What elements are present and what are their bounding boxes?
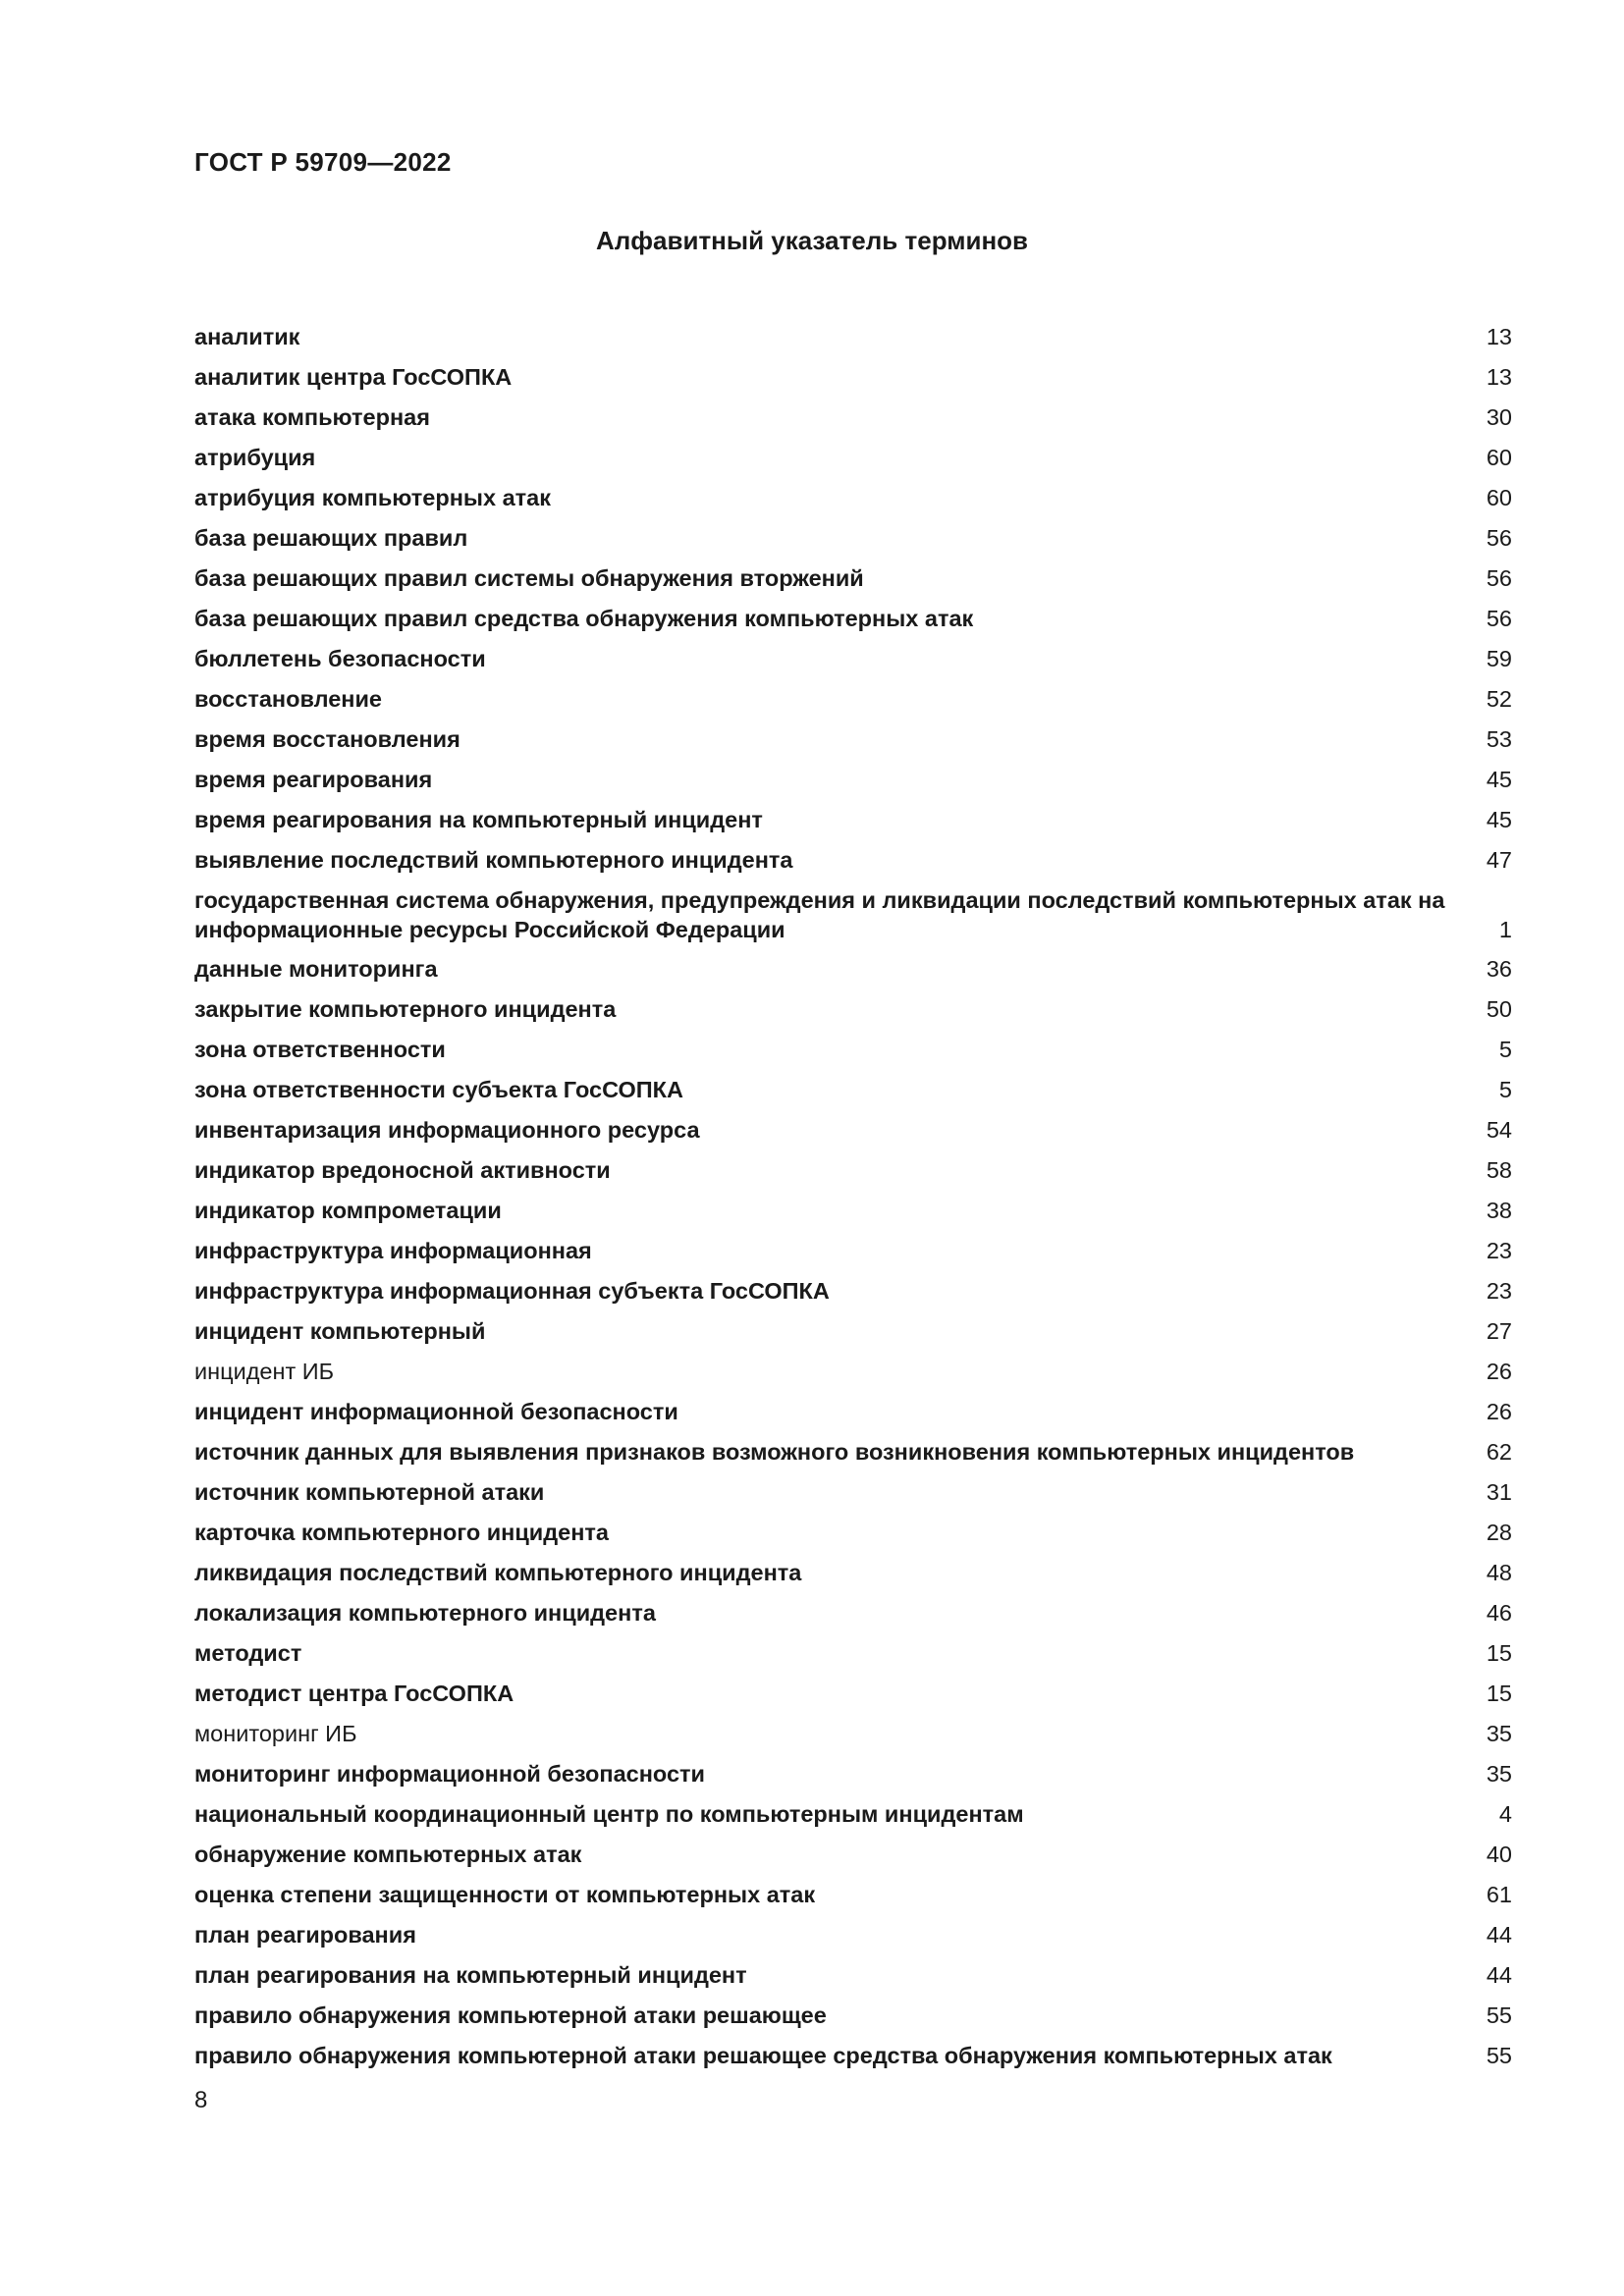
index-term: мониторинг информационной безопасности (194, 1761, 705, 1787)
index-entry (194, 1920, 1512, 1949)
index-entry (194, 1638, 1512, 1668)
term-index-list (194, 322, 1512, 2081)
index-term: зона ответственности субъекта ГосСОПКА (194, 1077, 683, 1102)
index-page-ref: 35 (1486, 1721, 1512, 1746)
index-term: время реагирования на компьютерный инцидент (194, 807, 763, 832)
index-entry (194, 1437, 1512, 1467)
index-page-ref: 23 (1486, 1278, 1512, 1304)
index-term: инфраструктура информационная субъекта ГосСОПКА (194, 1278, 830, 1304)
index-term: аналитик центра ГосСОПКА (194, 364, 513, 390)
index-entry (194, 523, 1512, 553)
index-entry (194, 2001, 1512, 2030)
index-entry (194, 1759, 1512, 1789)
index-entry (194, 954, 1512, 984)
index-term: карточка компьютерного инцидента (194, 1520, 609, 1545)
index-page-ref: 54 (1486, 1117, 1512, 1143)
index-term: индикатор компрометации (194, 1198, 502, 1223)
index-page-ref: 55 (1486, 2043, 1512, 2068)
index-page-ref: 44 (1486, 1962, 1512, 1988)
index-page-ref: 40 (1486, 1842, 1512, 1867)
index-page-ref: 31 (1486, 1479, 1512, 1505)
index-entry (194, 1236, 1512, 1265)
index-entry (194, 765, 1512, 794)
index-entry (194, 1598, 1512, 1628)
index-term: оценка степени защищенности от компьютерных атак (194, 1882, 816, 1907)
index-term: данные мониторинга (194, 956, 438, 982)
index-page-ref: 15 (1486, 1640, 1512, 1666)
index-entry (194, 402, 1512, 432)
index-entry (194, 1035, 1512, 1064)
index-entry (194, 443, 1512, 472)
index-entry (194, 563, 1512, 593)
index-term: аналитик (194, 324, 300, 349)
index-term: методист (194, 1640, 302, 1666)
index-term: план реагирования (194, 1922, 416, 1948)
index-page-ref: 26 (1486, 1359, 1512, 1384)
index-page-ref: 38 (1486, 1198, 1512, 1223)
index-entry (194, 845, 1512, 875)
index-entry (194, 2041, 1512, 2070)
index-term: обнаружение компьютерных атак (194, 1842, 582, 1867)
index-term: атака компьютерная (194, 404, 430, 430)
index-entry (194, 1960, 1512, 1990)
index-page-ref: 36 (1486, 956, 1512, 982)
index-term: индикатор вредоносной активности (194, 1157, 611, 1183)
index-page-ref: 1 (1498, 917, 1512, 942)
index-page-ref: 46 (1486, 1600, 1512, 1626)
page-title: Алфавитный указатель терминов (595, 226, 1029, 255)
index-term: правило обнаружения компьютерной атаки решающее (194, 2002, 827, 2028)
index-term: атрибуция компьютерных атак (194, 485, 551, 510)
index-page-ref: 5 (1498, 1077, 1512, 1102)
index-entry (194, 805, 1512, 834)
index-entry (194, 362, 1512, 392)
index-page-ref: 56 (1486, 525, 1512, 551)
index-term: бюллетень безопасности (194, 646, 486, 671)
index-page-ref: 61 (1486, 1882, 1512, 1907)
index-entry (194, 1316, 1512, 1346)
index-term: методист центра ГосСОПКА (194, 1681, 514, 1706)
index-entry (194, 1719, 1512, 1748)
index-entry (194, 1679, 1512, 1708)
index-term: правило обнаружения компьютерной атаки решающее средства обнаружения компьютерных атак (194, 2043, 1332, 2068)
index-term: инцидент информационной безопасности (194, 1399, 678, 1424)
index-page-ref: 47 (1486, 847, 1512, 873)
index-entry (194, 483, 1512, 512)
index-page-ref: 45 (1486, 807, 1512, 832)
index-entry (194, 684, 1512, 714)
index-term: восстановление (194, 686, 382, 712)
index-page-ref: 56 (1486, 606, 1512, 631)
index-page-ref: 50 (1486, 996, 1512, 1022)
index-term: зона ответственности (194, 1037, 446, 1062)
index-entry (194, 1115, 1512, 1145)
index-entry (194, 1880, 1512, 1909)
index-entry (194, 1075, 1512, 1104)
index-term: источник данных для выявления признаков возможного возникновения компьютерных инцидентов (194, 1439, 1355, 1465)
index-entry (194, 322, 1512, 351)
index-term: база решающих правил системы обнаружения вторжений (194, 565, 864, 591)
index-page-ref: 30 (1486, 404, 1512, 430)
index-entry (194, 1558, 1512, 1587)
index-page-ref: 23 (1486, 1238, 1512, 1263)
index-entry (194, 1799, 1512, 1829)
index-page-ref: 27 (1486, 1318, 1512, 1344)
index-term: закрытие компьютерного инцидента (194, 996, 617, 1022)
index-page-ref: 60 (1486, 485, 1512, 510)
index-entry (194, 1397, 1512, 1426)
index-page-ref: 52 (1486, 686, 1512, 712)
index-term: локализация компьютерного инцидента (194, 1600, 656, 1626)
index-page-ref: 35 (1486, 1761, 1512, 1787)
index-page-ref: 62 (1486, 1439, 1512, 1465)
index-page-ref: 26 (1486, 1399, 1512, 1424)
index-entry (194, 994, 1512, 1024)
index-term: время реагирования (194, 767, 433, 792)
index-entry (194, 1357, 1512, 1386)
index-term: инцидент компьютерный (194, 1318, 486, 1344)
index-term: план реагирования на компьютерный инцидент (194, 1962, 747, 1988)
index-entry (194, 604, 1512, 633)
index-entry (194, 1840, 1512, 1869)
index-term: инцидент ИБ (194, 1359, 335, 1384)
index-page-ref: 28 (1486, 1520, 1512, 1545)
index-entry (194, 1196, 1512, 1225)
index-entry (194, 885, 1512, 944)
index-term: источник компьютерной атаки (194, 1479, 545, 1505)
index-term: база решающих правил (194, 525, 468, 551)
index-page-ref: 53 (1486, 726, 1512, 752)
index-term: национальный координационный центр по компьютерным инцидентам (194, 1801, 1024, 1827)
index-page-ref: 13 (1486, 364, 1512, 390)
index-term: выявление последствий компьютерного инцидента (194, 847, 793, 873)
index-page-ref: 60 (1486, 445, 1512, 470)
index-entry (194, 1477, 1512, 1507)
index-entry (194, 644, 1512, 673)
index-entry (194, 1155, 1512, 1185)
index-term: государственная система обнаружения, предупреждения и ликвидации последствий компьютерных атак на информационные ресурсы Российской Федерации (194, 887, 1445, 942)
index-page-ref: 15 (1486, 1681, 1512, 1706)
index-term: ликвидация последствий компьютерного инцидента (194, 1560, 802, 1585)
index-term: атрибуция (194, 445, 316, 470)
index-term: мониторинг ИБ (194, 1721, 357, 1746)
index-page-ref: 45 (1486, 767, 1512, 792)
page-number: 8 (194, 2087, 208, 2113)
index-page-ref: 59 (1486, 646, 1512, 671)
index-entry (194, 1276, 1512, 1306)
index-term: инвентаризация информационного ресурса (194, 1117, 700, 1143)
index-term: инфраструктура информационная (194, 1238, 592, 1263)
index-page-ref: 55 (1486, 2002, 1512, 2028)
index-term: время восстановления (194, 726, 460, 752)
document-standard-code: ГОСТ Р 59709—2022 (194, 147, 452, 177)
index-page-ref: 4 (1498, 1801, 1512, 1827)
index-entry (194, 724, 1512, 754)
index-page-ref: 5 (1498, 1037, 1512, 1062)
index-entry (194, 1518, 1512, 1547)
index-page-ref: 13 (1486, 324, 1512, 349)
index-page-ref: 56 (1486, 565, 1512, 591)
index-term: база решающих правил средства обнаружения компьютерных атак (194, 606, 974, 631)
index-page-ref: 58 (1486, 1157, 1512, 1183)
index-page-ref: 44 (1486, 1922, 1512, 1948)
index-page-ref: 48 (1486, 1560, 1512, 1585)
